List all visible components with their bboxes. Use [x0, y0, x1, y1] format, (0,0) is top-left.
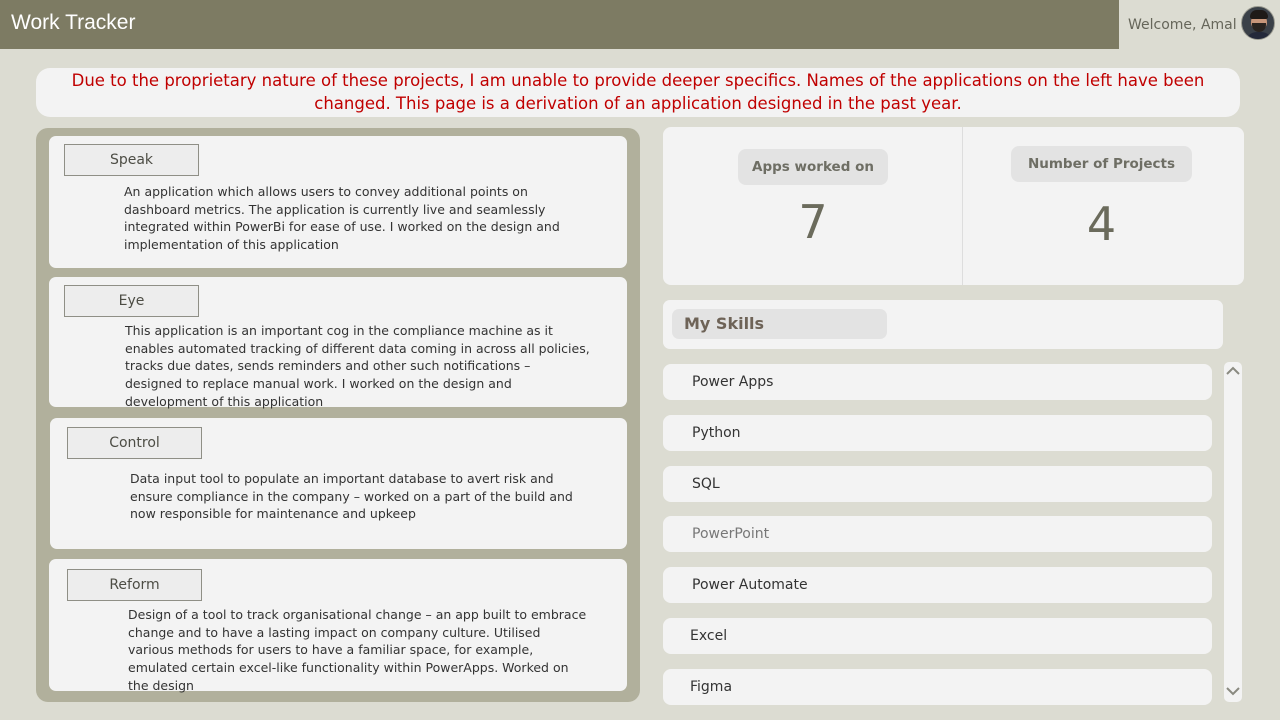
avatar[interactable]: [1241, 6, 1275, 40]
avatar-body: [1245, 32, 1273, 40]
project-card-control: [50, 418, 627, 549]
skill-item-excel[interactable]: Excel: [663, 618, 1212, 654]
skills-title: My Skills: [672, 309, 887, 339]
project-card-reform: [49, 559, 627, 691]
avatar-hair: [1250, 10, 1268, 19]
number-of-projects-value: 4: [1086, 197, 1117, 251]
skill-item-power-apps[interactable]: Power Apps: [663, 364, 1212, 400]
project-card-speak: [49, 136, 627, 268]
chevron-up-icon[interactable]: [1225, 364, 1241, 378]
skill-item-power-automate[interactable]: Power Automate: [663, 567, 1212, 603]
skill-item-python[interactable]: Python: [663, 415, 1212, 451]
project-desc-control: Data input tool to populate an important database to avert risk and ensure compliance in the company – worked on a part of the build and now responsible for maintenance and upkeep: [130, 471, 573, 522]
project-tag-speak[interactable]: Speak: [64, 144, 199, 176]
project-desc-eye: This application is an important cog in the compliance machine as it enables automated tracking of different data coming in across all policies, tracks due dates, sends reminders and other such notifications – designed to replace manual work. I worked on the design and development of this application: [125, 323, 590, 409]
project-tag-reform[interactable]: Reform: [67, 569, 202, 601]
apps-worked-on-label: Apps worked on: [738, 149, 888, 185]
project-card-eye: [49, 277, 627, 407]
stats-panel: [663, 127, 1244, 285]
skill-item-powerpoint[interactable]: PowerPoint: [663, 516, 1212, 552]
welcome-area: [1119, 0, 1280, 49]
skills-header: [663, 300, 1223, 349]
disclaimer-banner: [36, 68, 1240, 117]
project-desc-reform: Design of a tool to track organisational change – an app built to embrace change and to have a lasting impact on company culture. Utilised various methods for users to have a familiar space, for example, emulated certain excel-like functionality within PowerApps. Worked on the design: [128, 607, 587, 693]
apps-worked-on-value: 7: [798, 195, 828, 249]
avatar-beard: [1252, 23, 1266, 32]
number-of-projects-label: Number of Projects: [1011, 146, 1192, 182]
project-tag-control[interactable]: Control: [67, 427, 202, 459]
project-desc-speak: An application which allows users to convey additional points on dashboard metrics. The application is currently live and seamlessly integrated within PowerBi for ease of use. I worked on the design and implementation of this application: [124, 184, 560, 253]
app-title: Work Tracker: [11, 11, 136, 34]
stats-divider: [962, 127, 963, 285]
chevron-down-icon[interactable]: [1225, 684, 1241, 698]
welcome-text: Welcome, Amal: [1128, 17, 1237, 33]
skill-item-figma[interactable]: Figma: [663, 669, 1212, 705]
skills-scrollbar[interactable]: [1224, 362, 1242, 702]
disclaimer-text: Due to the proprietary nature of these projects, I am unable to provide deeper specifics. Names of the applications on the left have been changed. This page is a derivation of an application designed in the past year.: [71, 71, 1205, 113]
skill-item-sql[interactable]: SQL: [663, 466, 1212, 502]
project-tag-eye[interactable]: Eye: [64, 285, 199, 317]
header-bar: [0, 0, 1119, 49]
